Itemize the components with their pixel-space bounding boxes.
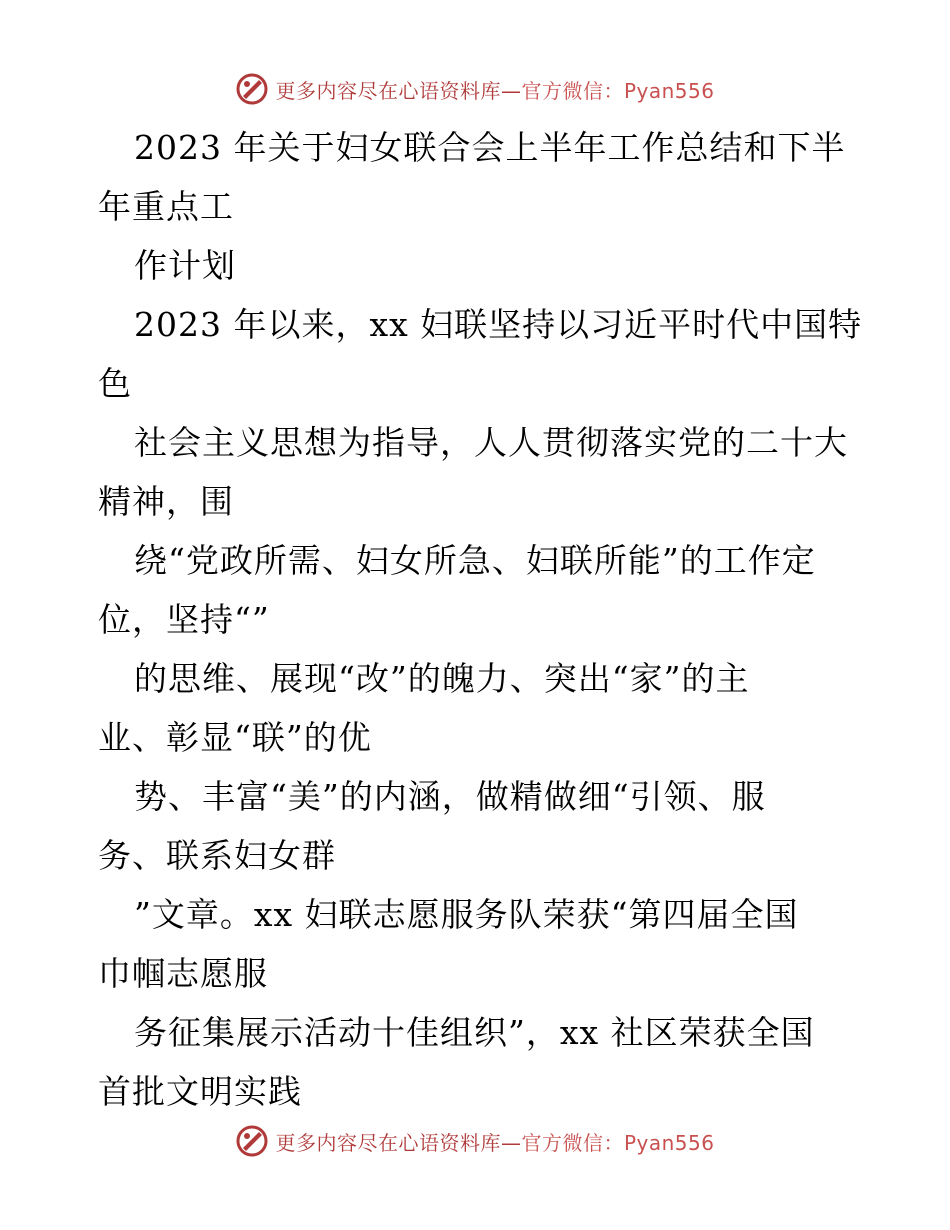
- body-line: 务征集展示活动十佳组织”，xx 社区荣获全国: [134, 1013, 815, 1052]
- header-banner: [0, 71, 950, 107]
- body-line: 巾帼志愿服: [98, 954, 268, 993]
- body-line: 势、丰富“美”的内涵，做精做细“引领、服: [134, 777, 766, 816]
- body-line: 作计划: [134, 246, 236, 285]
- body-line: 业、彰显“联”的优: [98, 718, 372, 757]
- body-line: 首批文明实践: [98, 1072, 302, 1111]
- document-body: [98, 118, 863, 1121]
- banner-main-text: 更多内容尽在心语资料库—: [275, 78, 522, 103]
- banner-main-text: 更多内容尽在心语资料库—: [275, 1130, 522, 1155]
- logo-icon: [235, 72, 269, 106]
- banner-wechat-text: 官方微信：Pyan556: [521, 78, 715, 103]
- logo-icon: [235, 1124, 269, 1158]
- footer-banner: [0, 1123, 950, 1159]
- body-line: 绕“党政所需、妇女所急、妇联所能”的工作定: [134, 541, 816, 580]
- body-line: 2023 年关于妇女联合会上半年工作总结和下半: [134, 128, 846, 167]
- banner-wechat-text: 官方微信：Pyan556: [521, 1130, 715, 1155]
- body-line: 色: [98, 364, 132, 403]
- body-line: 务、联系妇女群: [98, 836, 336, 875]
- body-line: 精神，围: [98, 482, 234, 521]
- body-line: 社会主义思想为指导，人人贯彻落实党的二十大: [134, 423, 848, 462]
- body-line: ”文章。xx 妇联志愿服务队荣获“第四届全国: [134, 895, 799, 934]
- body-line: 位，坚持“”: [98, 600, 270, 639]
- body-line: 2023 年以来，xx 妇联坚持以习近平时代中国特: [134, 305, 863, 344]
- body-line: 的思维、展现“改”的魄力、突出“家”的主: [134, 659, 750, 698]
- body-line: 年重点工: [98, 187, 234, 226]
